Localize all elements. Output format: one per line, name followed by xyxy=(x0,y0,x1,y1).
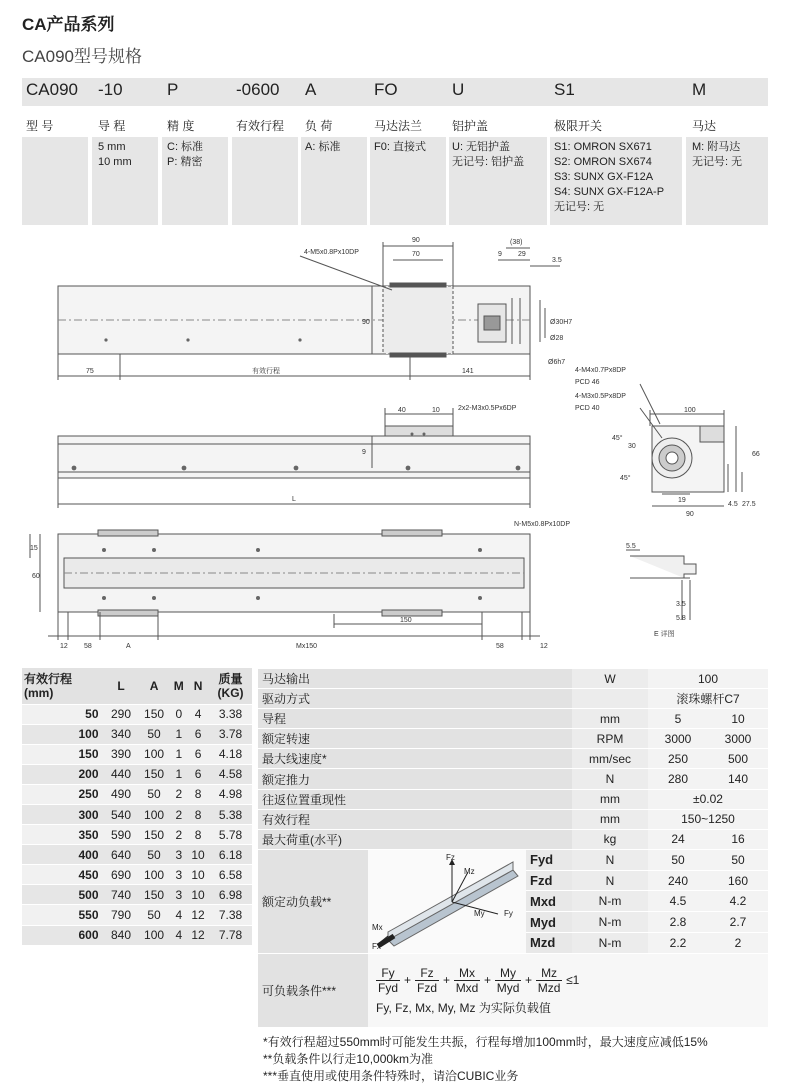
code-options: A: 标准 xyxy=(305,141,341,153)
spec-value: 280 xyxy=(648,769,708,789)
dim-label: N-M5x0.8Px10DP xyxy=(514,521,571,528)
spec-value: 3000 xyxy=(648,729,708,749)
table-cell: 1 xyxy=(171,744,187,764)
spec-value: 4.2 xyxy=(708,891,768,912)
dim-label: 19 xyxy=(678,497,686,504)
spec-unit: N-m xyxy=(572,912,648,933)
table-cell: 6 xyxy=(187,724,209,744)
dim-label: 3.5 xyxy=(552,257,562,264)
formula-denominator: Fzd xyxy=(417,980,438,995)
dim-label: 有效行程 xyxy=(252,368,280,375)
spec-value: 50 xyxy=(708,849,768,870)
detail-caption: E 详图 xyxy=(654,631,675,638)
spec-unit: N-m xyxy=(572,891,648,912)
dim-label: 4-M4x0.7Px8DP xyxy=(575,367,626,374)
table-cell: 6.18 xyxy=(209,845,252,865)
formula-denominator: Mzd xyxy=(537,980,561,995)
table-row xyxy=(22,825,252,845)
spec-value: 3000 xyxy=(708,729,768,749)
table-cell: 100 xyxy=(138,865,171,885)
table-cell: 8 xyxy=(187,804,209,824)
table-cell: 1 xyxy=(171,764,187,784)
table-cell: 6 xyxy=(187,764,209,784)
formula-denominator: Mxd xyxy=(455,980,479,995)
formula-numerator: My xyxy=(500,965,517,980)
footnote: ***垂直使用或使用条件特殊时，请洽CUBIC业务 xyxy=(263,1069,519,1083)
spec-value: ±0.02 xyxy=(648,789,768,809)
table-cell: 490 xyxy=(105,784,138,804)
load-formula: Fy Fyd + Fz Fzd + Mx Mxd + My Myd + Mz Mzd ≤1 xyxy=(377,965,580,995)
spec-value: 500 xyxy=(708,749,768,769)
table-cell: 7.38 xyxy=(209,905,252,925)
dim-label: Ø28 xyxy=(550,335,564,342)
dim-label: 5.8 xyxy=(676,615,686,622)
spec-value: 5 xyxy=(648,709,708,729)
dim-label: 100 xyxy=(684,407,696,414)
spec-name: 驱动方式 xyxy=(258,689,368,709)
code-label: 马达 xyxy=(692,119,717,133)
dim-label: 150 xyxy=(400,617,412,624)
load-label: Myd xyxy=(526,912,572,933)
dim-label: 9 xyxy=(498,251,502,258)
dim-label: 90 xyxy=(412,237,420,244)
table-cell: 690 xyxy=(105,865,138,885)
code-segment: FO xyxy=(374,80,398,99)
axis-label: My xyxy=(474,908,485,918)
spec-value: 2.7 xyxy=(708,912,768,933)
dim-label: 12 xyxy=(60,643,68,650)
table-cell: 8 xyxy=(187,784,209,804)
code-label: 负 荷 xyxy=(305,119,333,133)
dim-label: 10 xyxy=(432,407,440,414)
table-cell: 340 xyxy=(105,724,138,744)
dim-label: PCD 40 xyxy=(575,405,600,412)
table-cell: 12 xyxy=(187,905,209,925)
formula-limit: ≤1 xyxy=(566,973,580,988)
load-label: Fzd xyxy=(526,870,572,891)
dim-label: Mx150 xyxy=(296,643,318,650)
spec-value: 2 xyxy=(708,933,768,954)
spec-name: 额定转速 xyxy=(258,729,368,749)
table-row xyxy=(22,764,252,784)
table-cell: 150 xyxy=(138,764,171,784)
dim-label: 90 xyxy=(686,511,694,518)
code-options: U: 无铝护盖 无记号: 铝护盖 xyxy=(452,141,525,168)
table-cell: 8 xyxy=(187,825,209,845)
dim-label: 70 xyxy=(412,251,420,258)
column-header: L xyxy=(105,668,138,704)
table-cell: 10 xyxy=(187,845,209,865)
spec-value: 150~1250 xyxy=(648,809,768,829)
code-label: 铝护盖 xyxy=(452,119,489,133)
dim-label: 29 xyxy=(518,251,526,258)
dim-label: 141 xyxy=(462,368,474,375)
formula-numerator: Mx xyxy=(459,965,476,980)
dim-label: 60 xyxy=(32,573,40,580)
page-title: CA产品系列 xyxy=(22,15,115,34)
footnote: **负载条件以行走10,000km为准 xyxy=(263,1052,434,1066)
page-subtitle: CA090型号规格 xyxy=(22,47,142,66)
spec-name: 有效行程 xyxy=(258,809,368,829)
table-cell: 250 xyxy=(22,784,105,804)
dim-label: 90 xyxy=(362,319,370,326)
dim-label: 2x2-M3x0.5Px6DP xyxy=(458,405,517,412)
code-options: S1: OMRON SX671 S2: OMRON SX674 S3: SUNX GX-F12A S4: SUNX GX-F12A-P 无记号: 无 xyxy=(554,141,665,213)
technical-drawing xyxy=(0,228,790,658)
spec-name: 可负载条件*** xyxy=(258,953,368,1027)
dim-label: L xyxy=(292,496,296,503)
table-cell: 3.78 xyxy=(209,724,252,744)
footnotes xyxy=(263,1034,708,1085)
table-cell: 50 xyxy=(138,905,171,925)
load-label: Mxd xyxy=(526,891,572,912)
load-axes-diagram xyxy=(368,850,526,950)
axis-label: Fz xyxy=(446,852,455,862)
code-segment: CA090 xyxy=(26,80,78,99)
table-row xyxy=(22,845,252,865)
dim-label: 15 xyxy=(30,545,38,552)
dim-label: 40 xyxy=(398,407,406,414)
formula-numerator: Fy xyxy=(381,965,395,980)
dim-label: 4-M3x0.5Px8DP xyxy=(575,393,626,400)
column-header: A xyxy=(138,668,171,704)
table-cell: 4 xyxy=(171,905,187,925)
table-row xyxy=(22,784,252,804)
dim-label: A xyxy=(126,643,131,650)
code-options: M: 附马达 无记号: 无 xyxy=(692,141,743,168)
spec-value: 2.2 xyxy=(648,933,708,954)
dim-label: 4.5 xyxy=(728,501,738,508)
code-label: 导 程 xyxy=(98,119,126,133)
table-cell: 3 xyxy=(171,845,187,865)
table-cell: 3 xyxy=(171,865,187,885)
dim-label: 45° xyxy=(620,475,631,482)
code-options: C: 标准 P: 精密 xyxy=(167,141,204,168)
table-row xyxy=(22,885,252,905)
axis-label: Fy xyxy=(504,908,513,918)
table-cell: 390 xyxy=(105,744,138,764)
spec-value: 4.5 xyxy=(648,891,708,912)
table-cell: 400 xyxy=(22,845,105,865)
table-cell: 150 xyxy=(22,744,105,764)
table-cell: 200 xyxy=(22,764,105,784)
footnote: *有效行程超过550mm时可能发生共振，行程每增加100mm时，最大速度应减低15% xyxy=(263,1035,708,1049)
table-cell: 550 xyxy=(22,905,105,925)
spec-unit: mm/sec xyxy=(572,749,648,769)
spec-unit: N xyxy=(572,870,648,891)
table-cell: 640 xyxy=(105,845,138,865)
dim-label: 45° xyxy=(612,435,623,442)
code-segment: -10 xyxy=(98,80,123,99)
spec-name: 最大线速度* xyxy=(258,749,368,769)
table-cell: 100 xyxy=(22,724,105,744)
table-cell: 450 xyxy=(22,865,105,885)
table-cell: 1 xyxy=(171,724,187,744)
dim-label: 58 xyxy=(496,643,504,650)
table-cell: 740 xyxy=(105,885,138,905)
table-cell: 4.58 xyxy=(209,764,252,784)
table-cell: 4.98 xyxy=(209,784,252,804)
dim-label: Ø30H7 xyxy=(550,319,573,326)
table-cell: 7.78 xyxy=(209,925,252,945)
column-header: 有效行程 (mm) xyxy=(22,668,105,704)
spec-value: 250 xyxy=(648,749,708,769)
spec-value: 滚珠螺杆C7 xyxy=(648,689,768,709)
spec-value: 2.8 xyxy=(648,912,708,933)
spec-unit: RPM xyxy=(572,729,648,749)
code-options: F0: 直接式 xyxy=(374,141,426,153)
code-label: 有效行程 xyxy=(236,119,285,133)
table-cell: 4.18 xyxy=(209,744,252,764)
table-row xyxy=(22,724,252,744)
table-cell: 590 xyxy=(105,825,138,845)
spec-unit: N xyxy=(572,849,648,870)
table-cell: 540 xyxy=(105,804,138,824)
spec-unit: N-m xyxy=(572,933,648,954)
stroke-table-body xyxy=(22,704,252,945)
formula-denominator: Fyd xyxy=(377,980,398,995)
code-segment: -0600 xyxy=(236,80,280,99)
code-segment: A xyxy=(305,80,317,99)
spec-name: 最大荷重(水平) xyxy=(258,829,368,849)
formula-numerator: Mz xyxy=(541,965,558,980)
table-row xyxy=(22,865,252,885)
column-header: 质量 (KG) xyxy=(209,668,252,704)
dim-label: 5.5 xyxy=(626,543,636,550)
table-cell: 50 xyxy=(138,784,171,804)
column-header: M xyxy=(171,668,187,704)
table-cell: 4 xyxy=(171,925,187,945)
spec-value: 50 xyxy=(648,849,708,870)
axis-label: Fx xyxy=(372,941,381,950)
table-cell: 5.38 xyxy=(209,804,252,824)
table-cell: 5.78 xyxy=(209,825,252,845)
dim-label: PCD 46 xyxy=(575,379,600,386)
table-row xyxy=(22,744,252,764)
table-cell: 2 xyxy=(171,804,187,824)
table-cell: 350 xyxy=(22,825,105,845)
table-cell: 6 xyxy=(187,744,209,764)
dim-label: Ø6h7 xyxy=(548,359,566,366)
spec-name: 马达输出 xyxy=(258,669,368,689)
table-cell: 2 xyxy=(171,784,187,804)
table-row xyxy=(22,804,252,824)
code-label: 马达法兰 xyxy=(374,119,423,133)
dim-label: 4-M5x0.8Px10DP xyxy=(304,249,359,256)
code-segment: U xyxy=(452,80,465,99)
table-row xyxy=(22,704,252,724)
code-segment: M xyxy=(692,80,707,99)
option-cell xyxy=(22,137,88,225)
code-label: 精 度 xyxy=(167,119,195,133)
table-cell: 50 xyxy=(22,704,105,724)
load-label: Mzd xyxy=(526,933,572,954)
table-cell: 150 xyxy=(138,704,171,724)
spec-name: 导程 xyxy=(258,709,368,729)
table-cell: 840 xyxy=(105,925,138,945)
table-cell: 4 xyxy=(187,704,209,724)
table-cell: 0 xyxy=(171,704,187,724)
dim-label: 9 xyxy=(362,449,366,456)
formula-numerator: Fz xyxy=(420,965,434,980)
spec-unit: kg xyxy=(572,829,648,849)
dim-label: 27.5 xyxy=(742,501,756,508)
table-cell: 290 xyxy=(105,704,138,724)
formula-note: Fy, Fz, Mx, My, Mz 为实际负载值 xyxy=(376,1000,551,1015)
table-cell: 500 xyxy=(22,885,105,905)
axis-label: Mz xyxy=(464,866,475,876)
table-cell: 6.58 xyxy=(209,865,252,885)
table-cell: 6.98 xyxy=(209,885,252,905)
table-cell: 10 xyxy=(187,885,209,905)
table-row xyxy=(22,925,252,945)
table-cell: 100 xyxy=(138,804,171,824)
code-segment: S1 xyxy=(554,80,575,99)
table-cell: 150 xyxy=(138,885,171,905)
table-cell: 2 xyxy=(171,825,187,845)
code-options: 5 mm 10 mm xyxy=(98,141,132,168)
table-cell: 3.38 xyxy=(209,704,252,724)
dim-label: (38) xyxy=(510,239,523,246)
table-cell: 300 xyxy=(22,804,105,824)
code-segment: P xyxy=(167,80,179,99)
load-label: Fyd xyxy=(526,849,572,870)
spec-name: 额定动负载** xyxy=(258,849,368,953)
spec-unit: N xyxy=(572,769,648,789)
spec-unit: mm xyxy=(572,809,648,829)
table-cell: 50 xyxy=(138,845,171,865)
dim-label: 58 xyxy=(84,643,92,650)
code-label: 极限开关 xyxy=(554,119,603,133)
spec-value: 10 xyxy=(708,709,768,729)
spec-value: 160 xyxy=(708,870,768,891)
table-cell: 100 xyxy=(138,925,171,945)
table-cell: 3 xyxy=(171,885,187,905)
spec-table xyxy=(258,668,768,1027)
table-cell: 50 xyxy=(138,724,171,744)
dim-label: 3.5 xyxy=(676,601,686,608)
spec-unit: W xyxy=(572,669,648,689)
spec-value: 140 xyxy=(708,769,768,789)
table-cell: 790 xyxy=(105,905,138,925)
table-cell: 12 xyxy=(187,925,209,945)
option-cell xyxy=(232,137,298,225)
spec-unit: mm xyxy=(572,789,648,809)
table-cell: 100 xyxy=(138,744,171,764)
table-cell: 150 xyxy=(138,825,171,845)
table-row xyxy=(22,905,252,925)
stroke-table xyxy=(22,668,252,945)
table-cell: 600 xyxy=(22,925,105,945)
table-cell: 440 xyxy=(105,764,138,784)
spec-value: 24 xyxy=(648,829,708,849)
dim-label: 75 xyxy=(86,368,94,375)
dim-label: 12 xyxy=(540,643,548,650)
axis-label: Mx xyxy=(372,922,383,932)
spec-value: 16 xyxy=(708,829,768,849)
spec-value: 240 xyxy=(648,870,708,891)
spec-unit: mm xyxy=(572,709,648,729)
table-cell: 10 xyxy=(187,865,209,885)
dim-label: 66 xyxy=(752,451,760,458)
code-label: 型 号 xyxy=(26,119,54,133)
spec-name: 往返位置重现性 xyxy=(258,789,368,809)
spec-value: 100 xyxy=(648,669,768,689)
dim-label: 30 xyxy=(628,443,636,450)
formula-denominator: Myd xyxy=(496,980,520,995)
column-header: N xyxy=(187,668,209,704)
spec-name: 额定推力 xyxy=(258,769,368,789)
